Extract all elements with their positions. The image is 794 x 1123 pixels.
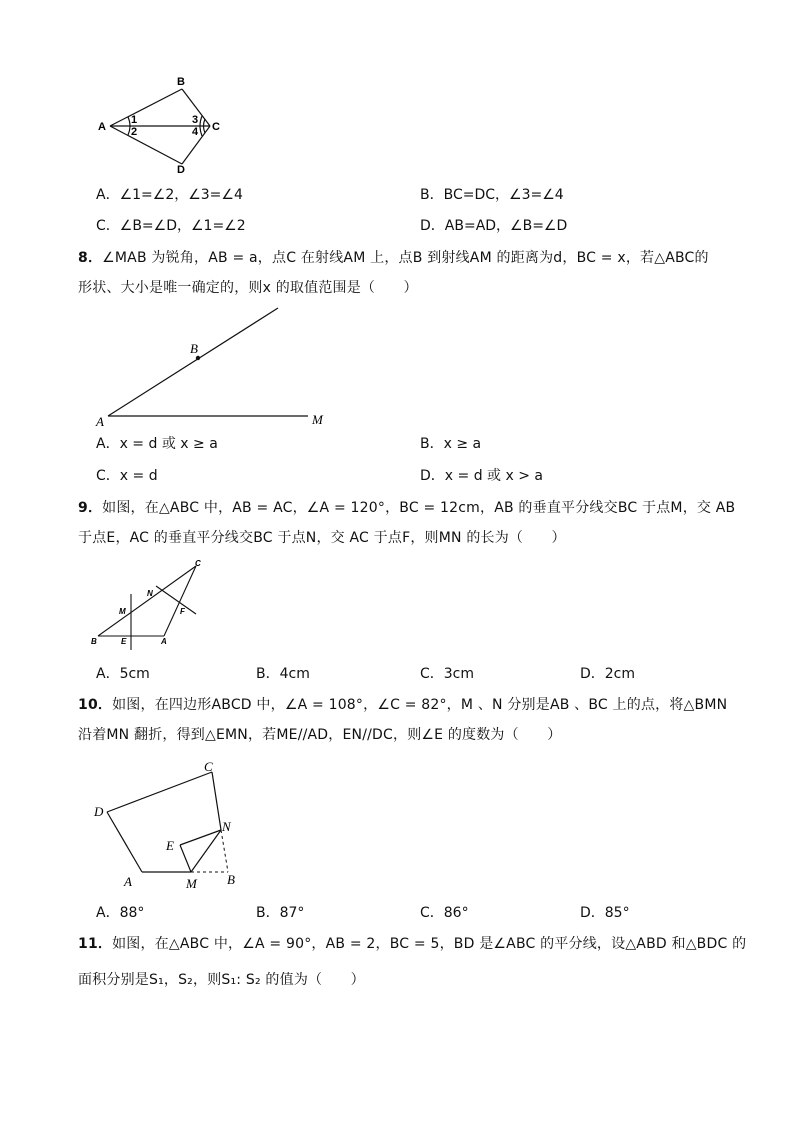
q8-stem-line1 [78,248,709,268]
q9-stem-line1 [78,498,735,518]
label-a: A [98,121,106,133]
label-b: B [177,76,185,88]
label-n: N [222,819,231,834]
q9-text-line1: 如图，在△ABC 中，AB = AC，∠A = 120°，BC = 12cm，AB 的垂直平分线交BC 于点M，交 AB [102,500,736,516]
q7-option-a[interactable]: A．∠1=∠2，∠3=∠4 [96,187,243,203]
label-c: C [212,121,220,133]
label-d: D [94,804,104,819]
q10-stem-line2: 沿着MN 翻折，得到△EMN，若ME//AD，EN//DC，则∠E 的度数为（ ） [78,727,562,743]
label-a: A [161,637,167,646]
figure-q7-kite [90,72,240,177]
label-c: C [195,559,201,568]
q10-stem-line1 [78,695,727,715]
q9-number: 9． [78,500,103,516]
q9-stem-line2: 于点E，AC 的垂直平分线交BC 于点N，交 AC 于点F，则MN 的长为（ ） [78,530,566,546]
label-d: D [177,164,185,176]
angle-label-1: 1 [131,114,138,126]
figure-q9-triangle [88,556,218,656]
q7-option-d[interactable]: D．AB=AD，∠B=∠D [420,218,568,234]
q8-text-line1: ∠MAB 为锐角，AB = a，点C 在射线AM 上，点B 到射线AM 的距离为d，BC = x，若△ABC的 [102,250,709,266]
label-b: B [190,341,198,356]
q11-number: 11． [78,936,113,952]
label-f: F [180,607,185,616]
q7-option-b[interactable]: B．BC=DC，∠3=∠4 [420,187,564,203]
q7-option-c[interactable]: C．∠B=∠D，∠1=∠2 [96,218,246,234]
q8-number: 8． [78,250,103,266]
q8-stem-line2: 形状、大小是唯一确定的，则x 的取值范围是（ ） [78,280,418,296]
q10-option-a[interactable]: A．88° [96,905,145,921]
q8-option-a[interactable]: A．x = d 或 x ≥ a [96,436,218,452]
q9-option-c[interactable]: C．3cm [420,666,475,682]
label-e: E [166,838,174,853]
label-a: A [124,874,132,889]
label-b: B [227,872,235,887]
q10-text-line1: 如图，在四边形ABCD 中，∠A = 108°，∠C = 82°，M 、N 分别是AB 、BC 上的点，将△BMN [112,697,728,713]
label-a: A [96,414,104,429]
q8-option-d[interactable]: D．x = d 或 x > a [420,468,543,484]
q11-stem-line1 [78,934,746,954]
figure-q8-ray [90,300,340,430]
label-b: B [91,637,97,646]
label-m: M [119,607,126,616]
q10-number: 10． [78,697,113,713]
label-e: E [121,637,127,646]
q11-stem-line2: 面积分别是S₁，S₂，则S₁: S₂ 的值为（ ） [78,972,365,988]
q10-option-d[interactable]: D．85° [580,905,630,921]
angle-label-4: 4 [192,126,199,138]
label-c: C [204,759,213,774]
label-m: M [186,876,197,891]
figure-q10-quadrilateral [88,756,258,896]
q11-text-line1: 如图，在△ABC 中，∠A = 90°，AB = 2，BC = 5，BD 是∠ABC 的平分线，设△ABD 和△BDC 的 [112,936,747,952]
q9-option-a[interactable]: A．5cm [96,666,150,682]
q9-option-d[interactable]: D．2cm [580,666,636,682]
q10-option-c[interactable]: C．86° [420,905,469,921]
q8-option-c[interactable]: C．x = d [96,468,158,484]
angle-label-2: 2 [131,126,138,138]
q9-option-b[interactable]: B．4cm [256,666,310,682]
q8-option-b[interactable]: B．x ≥ a [420,436,482,452]
label-n: N [147,589,153,598]
angle-label-3: 3 [192,114,199,126]
label-m: M [312,412,323,427]
q10-option-b[interactable]: B．87° [256,905,305,921]
